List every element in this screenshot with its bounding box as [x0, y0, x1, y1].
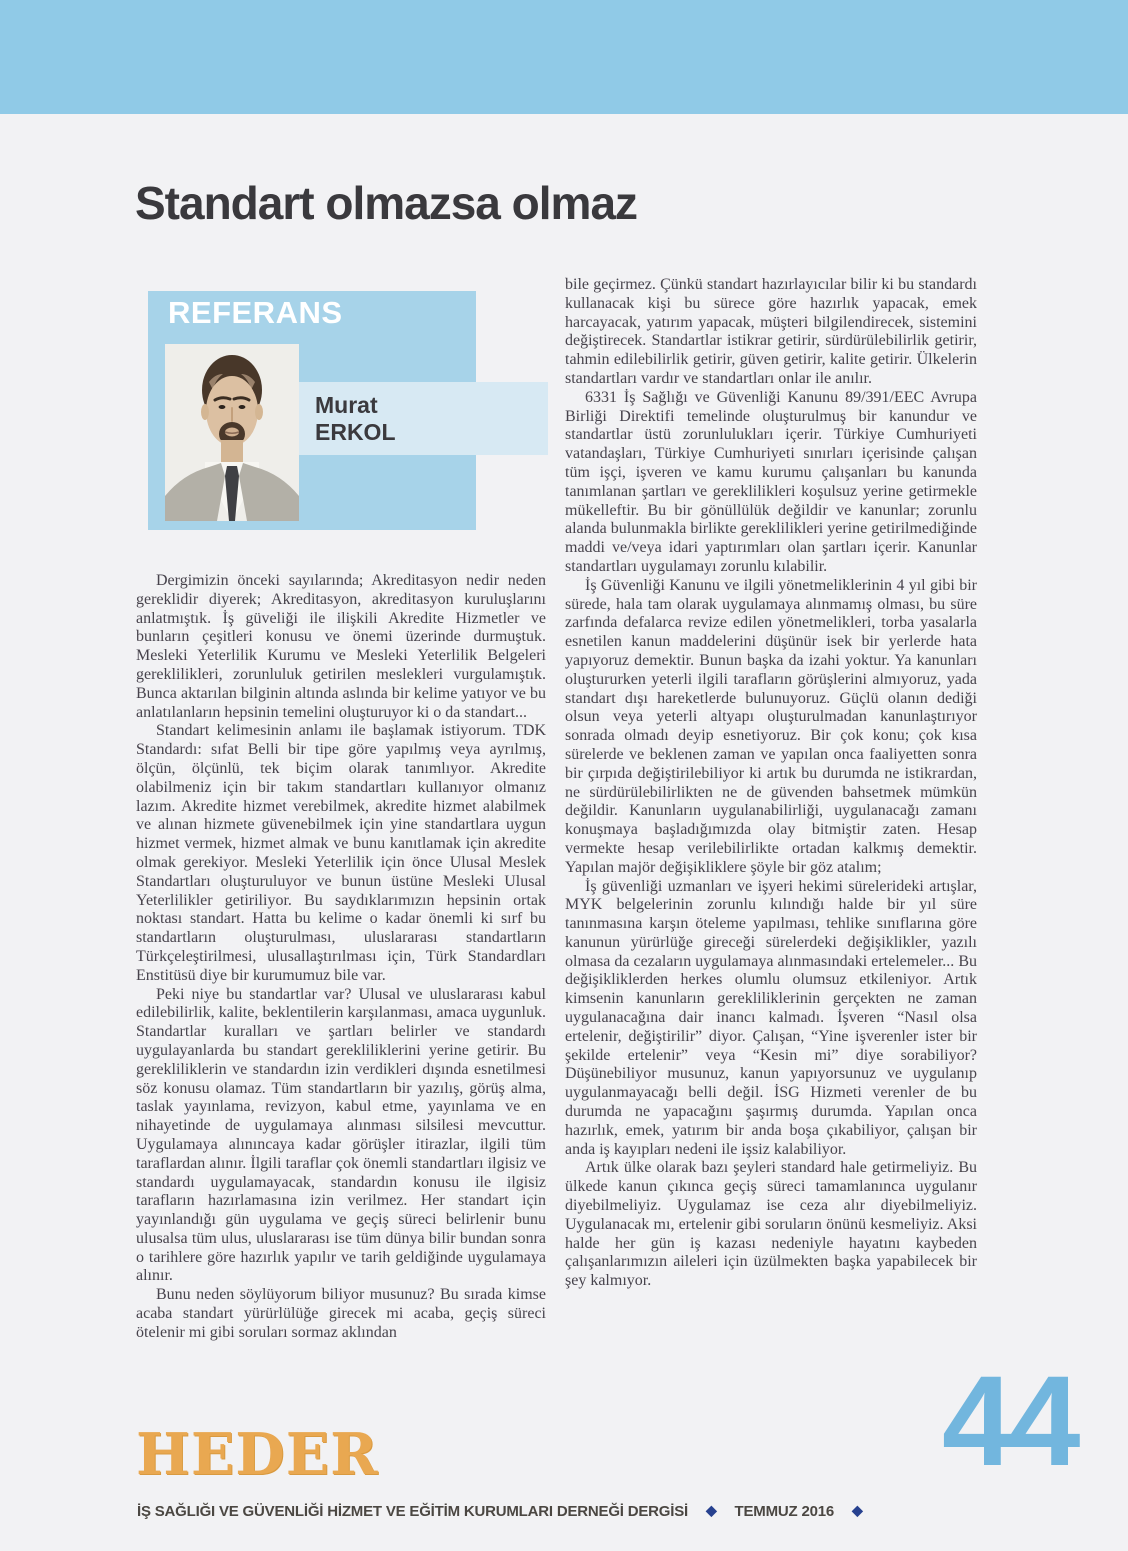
issue-date: TEMMUZ 2016: [734, 1503, 835, 1520]
author-name: [315, 392, 396, 446]
diamond-icon: ◆: [852, 1502, 863, 1518]
author-last-name: ERKOL: [315, 419, 396, 445]
body-paragraph: Bunu neden söylüyorum biliyor musunuz? Bu sırada kimse acaba standart yürürlülüğe girecek mi acaba, geçiş süreci ötelenir mi gibi soruları sormaz aklından: [136, 1286, 546, 1341]
page-number: 44: [942, 1350, 1077, 1493]
referans-label: REFERANS: [168, 295, 343, 330]
magazine-logo: HEDER: [136, 1421, 379, 1488]
footer-text: [137, 1502, 877, 1520]
author-photo: [165, 344, 299, 521]
left-column: [136, 572, 546, 1343]
journal-name: İŞ SAĞLIĞI VE GÜVENLİĞİ HİZMET VE EĞİTİM KURUMLARI DERNEĞİ DERGİSİ: [137, 1503, 689, 1520]
body-paragraph: Artık ülke olarak bazı şeyleri standard hale getirmeliyiz. Bu ülkede kanun çıkınca geçiş süreci tamamlanınca uygulanır diyebilmeliyiz. Uygulamaz ise ceza alır diyebilmeliyiz. Uygulanacak mı, ertelenir gibi soruların önünü kesmeliyiz. Aksi halde her gün iş kazası nedeniyle hayatını kaybeden çalışanlarımızın aileleri için üzülmekten başka yapabilecek bir şey kalmıyor.: [565, 1159, 977, 1290]
body-paragraph: Standart kelimesinin anlamı ile başlamak istiyorum. TDK Standardı: sıfat Belli bir tipe göre yapılmış veya ayrılmış, ölçün, ölçünlü, tek biçim olarak tanımlıyor. Akredite olabilmeniz için bir takım standartları kullanıyor olmanız lazım. Akredite hizmet verebilmek, akredite hizmet alabilmek ve alınan hizmete güvenebilmek için yine standartlara uygun hizmet vermek, hizmet almak ve bunu kanıtlamak için akredite olmak gerekiyor. Mesleki Yeterlilik için önce Ulusal Meslek Standartları oluşturuluyor ve bunun üstüne Mesleki Ulusal Yeterlilikler getiriliyor. Bu saydıklarımızın hepsinin ortak noktası standart. Hatta bu kelime o kadar önemli ki sırf bu standartların oluşturulması, uluslararası standartların Türkçeleştirilmesi, ulusallaştırılması için, Türk Standardları Enstitüsü diye bir kurumumuz bile var.: [136, 722, 546, 984]
body-paragraph: Dergimizin önceki sayılarında; Akreditasyon nedir neden gereklidir diyerek; Akreditasyon, akreditasyon kuruluşlarını anlatmıştık. İş güveliği ile ilişkili Akredite Hizmetler ve bunların çeşitleri konusu ve önemi üzerinde durmuştuk. Mesleki Yeterlilik Kurumu ve Mesleki Yeterlilik Belgeleri gereklilikleri, zorunluluk getirilen meslekleri vurgulamıştık. Bunca aktarılan bilginin altında aslında bir kelime yatıyor ve bu anlatılanların hepsinin temelini oluşturuyor ki o da standart...: [136, 572, 546, 721]
body-paragraph: Peki niye bu standartlar var? Ulusal ve uluslararası kabul edilebilirlik, kalite, beklentilerin karşılanması, amaca uygunluk. Standartlar kuralları ve şartları belirler ve standardı uygulayanlarda bu standart gerekliliklerini yerine getirir. Bu gerekliliklerin ve standardın izin verdikleri dışında esnetilmesi söz konusu olamaz. Tüm standartların bir yazılış, görüş alma, taslak yayınlama, revizyon, kabul etme, yayınlama ve en nihayetinde de uygulamaya alınması silsilesi mevcuttur. Uygulamaya alınıncaya kadar görüşler itirazlar, ilgili tüm taraflardan alınır. İlgili taraflar çok önemli standartları ilgisiz ve standardı uygulamayacak, standardın konusu ile ilgisiz tarafların hazırlamasına izin verilmez. Her standart için yayınlandığı gün uygulama ve geçiş süreci belirlenir bunu ulusalsa tüm ulus, uluslararası ise tüm dünya bilir bundan sonra o tarihlere göre hazırlık yapılır ve tarih geldiğinde uygulamaya alınır.: [136, 985, 546, 1285]
article-title: Standart olmazsa olmaz: [135, 177, 638, 229]
body-paragraph: İş güvenliği uzmanları ve işyeri hekimi sürelerideki artışlar, MYK belgelerinin zorunlu kılındığı halde bir yıl süre tanınmasına karşın öteleme yapılması, tehlike sınıflarına göre kanunun yürürlüğe gireceği sürelerdeki değişiklikler, yazılı olmasa da cezaların uygulamaya alınmasındaki ertelemeler... Bu değişikliklerden herkes olumlu olumsuz etkileniyor. Artık kimsenin kanunların gerekliliklerinin gerçekten ne zaman uygulanacağına dair inancı kalmadı. İşveren “Nasıl olsa ertelenir, değiştirilir” diyor. Çalışan, “Yine işverenler ister bir şekilde ertelenir” veya “Kesin mi” diye sorabiliyor? Düşünebiliyor musunuz, kanun yapıyorsunuz ve uygulanıp uygulanmayacağı belli değil. İSG Hizmeti verenler de bu durumda ne yapacağını şaşırmış durumda. Yapılan onca hazırlık, emek, yatırım bir anda boşa çıkabiliyor, çalışan bir anda iş kayıpları nedeni ile işsiz kalabiliyor.: [565, 877, 977, 1158]
author-first-name: Murat: [315, 392, 378, 418]
diamond-icon: ◆: [705, 1502, 717, 1518]
body-paragraph: İş Güvenliği Kanunu ve ilgili yönetmeliklerinin 4 yıl gibi bir sürede, hala tam olarak uygulamaya alınmamış olması, bu süre zarfında defalarca revize edilen yönetmelikleri, torba yasalarla esnetilen kanun maddelerini düşünür isek bir yerlerde hata yapıyoruz demektir. Bunun başka da izahi yoktur. Ya kanunları oluştururken yeterli ilgili tarafların görüşlerini almıyoruz, yada standart dışı hareketlerde bulunuyoruz. Güçlü olanın dediği olsun veya yeterli altyapı oluşturulmadan kanunlaştırıyor sonrada olmadı deyip esnetiyoruz. Bir çok konu; çok kısa sürelerde ve beklenen zaman ve yapılan onca faaliyetten sonra bir çırpıda değiştirilebiliyor ki artık bu durumda ne istikrardan, ne sürdürülebilirlikten ne de güvenden bahsetmek mümkün değildir. Kanunların uygulanabilirliği, uygulanacağı zamanı konuşmaya başladığımızda olay bitmiştir zaten. Hesap vermekte hesap verilebilirlikte ortadan kalkmış demektir. Yapılan majör değişikliklere şöyle bir göz atalım;: [565, 576, 977, 876]
body-paragraph: 6331 İş Sağlığı ve Güvenliği Kanunu 89/391/EEC Avrupa Birliği Direktifi temelinde oluşturulmuş bir kanundur ve standartlar üstü zorunlulukları içerir. Türkiye Cumhuriyeti vatandaşları, Türkiye Cumhuriyeti sınırları içerisinde çalışan tüm işçi, işveren ve kamu kurumu çalışanları bu kanunda tanımlanan şartları ve gereklilikleri koşulsuz yerine getirmekle mükelleftir. Bu bir gönüllülük değildir ve kanunlar; zorunlu alanda bulunmakla birlikte gereklilikleri yerine getirilmediğinde maddi ve/veya idari yaptırımları olan şartları içerir. Kanunlar standartları uygulamayı zorunlu kılabilir.: [565, 388, 977, 575]
top-banner: [0, 0, 1128, 114]
right-column: [565, 276, 977, 1291]
body-paragraph: bile geçirmez. Çünkü standart hazırlayıcılar bilir ki bu standardı kullanacak kişi bu sürece göre hazırlık yapacak, emek harcayacak, yatırım yapacak, müşteri bilgilendirecek, sistemini değiştirecek. Standartlar istikrar getirir, sürdürülebilirlik getirir, tahmin edilebilirlik getirir, güven getirir, kalite getirir. Ülkelerin standartları vardır ve standartları onlar ile anılır.: [565, 276, 977, 387]
